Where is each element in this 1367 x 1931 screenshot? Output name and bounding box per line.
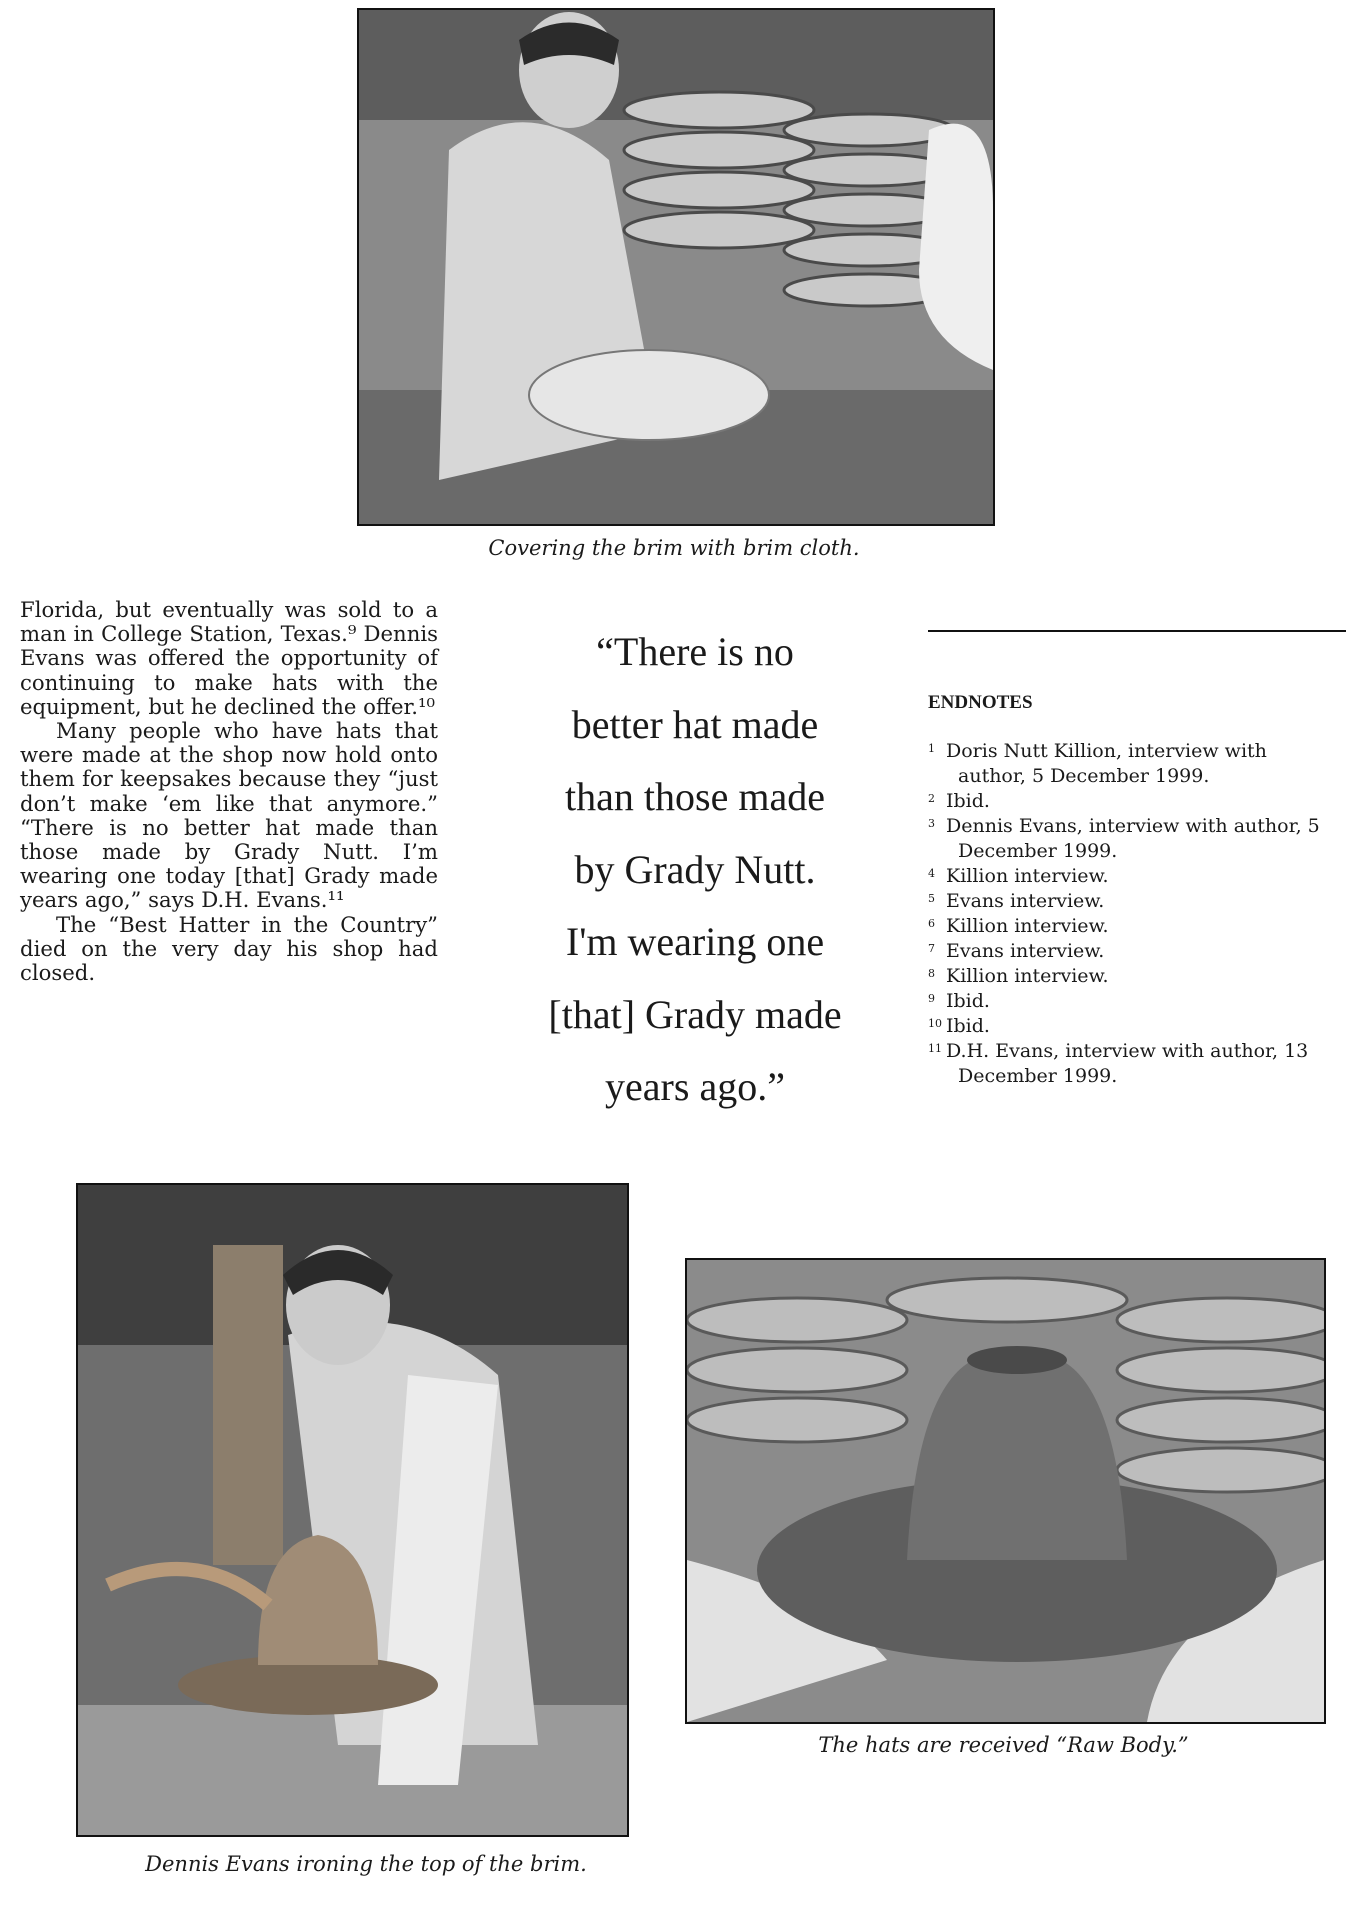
photo-ironing-brim <box>76 1183 629 1837</box>
photo-raw-body-hat <box>685 1258 1326 1724</box>
endnote-item: 4 Killion interview. <box>928 865 1109 887</box>
endnote-item: 8 Killion interview. <box>928 965 1109 987</box>
pull-quote-line: than those made <box>565 774 825 819</box>
endnotes-divider <box>928 630 1346 632</box>
pull-quote <box>500 616 890 1124</box>
pull-quote-line: [that] Grady made <box>548 991 842 1037</box>
pull-quote-line: I'm wearing one <box>565 919 825 964</box>
body-paragraph: Many people who have hats that were made at the shop now hold onto them for keepsakes because they “just don’t make ‘em like that anymore.” “There is no better hat made than those made by Grady Nutt. I’m wearing one today [that] Grady made years ago,” says D.H. Evans.¹¹ <box>20 718 438 913</box>
caption-ironing-brim: Dennis Evans ironing the top of the brim. <box>145 1852 587 1876</box>
caption-raw-body: The hats are received “Raw Body.” <box>818 1733 1189 1757</box>
pull-quote-line: by Grady Nutt. <box>574 846 816 892</box>
endnote-item: 7 Evans interview. <box>928 940 1105 962</box>
endnote-item: 1 Doris Nutt Killion, interview with author, 5 December 1999. <box>928 740 1267 787</box>
pull-quote-line: years ago.” <box>605 1064 785 1109</box>
body-paragraph: The “Best Hatter in the Country” died on the very day his shop had closed. <box>20 911 438 986</box>
endnote-item: 9 Ibid. <box>928 990 990 1012</box>
article-body <box>20 598 438 985</box>
endnote-item: 6 Killion interview. <box>928 915 1109 937</box>
endnote-item: 2 Ibid. <box>928 790 990 812</box>
endnote-item: 10 Ibid. <box>928 1015 990 1037</box>
caption-covering-brim: Covering the brim with brim cloth. <box>488 536 860 560</box>
endnote-item: 3 Dennis Evans, interview with author, 5 December 1999. <box>928 815 1320 862</box>
endnote-item: 11 D.H. Evans, interview with author, 13 December 1999. <box>928 1040 1309 1087</box>
pull-quote-line: “There is no <box>596 629 794 674</box>
endnote-item: 5 Evans interview. <box>928 890 1105 912</box>
endnotes-list <box>928 739 1348 1089</box>
body-paragraph: Florida, but eventually was sold to a man in College Station, Texas.⁹ Dennis Evans was offered the opportunity of continuing to make hats with the equipment, but he declined the offer.¹⁰ <box>20 597 438 719</box>
photo-covering-brim <box>357 8 995 526</box>
endnotes-title: ENDNOTES <box>928 692 1033 713</box>
pull-quote-line: better hat made <box>571 701 819 747</box>
